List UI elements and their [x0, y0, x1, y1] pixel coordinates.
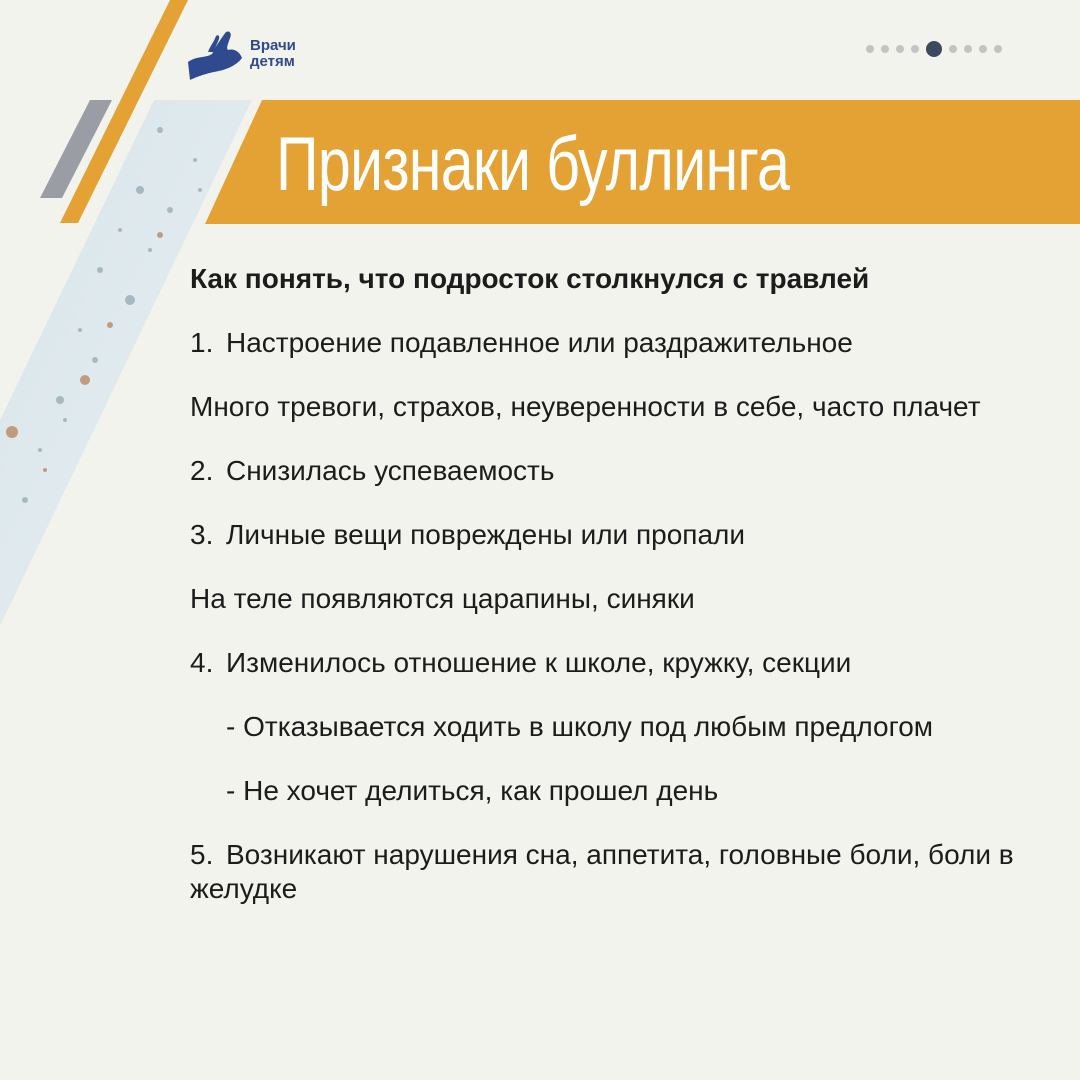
list-item: 5. Возникают нарушения сна, аппетита, головные боли, боли в желудке [190, 839, 1014, 904]
section-heading: Как понять, что подросток столкнулся с травлей [190, 263, 870, 294]
brand-logo [186, 26, 296, 82]
pagination-dot[interactable] [994, 45, 1002, 53]
page-title: Признаки буллинга [276, 121, 790, 207]
list-item: - Отказывается ходить в школу под любым предлогом [226, 711, 934, 742]
list-item: 4. Изменилось отношение к школе, кружку, секции [190, 647, 852, 678]
list-item: 1. Настроение подавленное или раздражительное [190, 327, 853, 358]
pagination-dot[interactable] [881, 45, 889, 53]
pagination-dot[interactable] [866, 45, 874, 53]
pagination-dot[interactable] [979, 45, 987, 53]
brand-line-1: Врачи [250, 37, 296, 54]
main-content [190, 262, 1020, 936]
pagination-dot-active[interactable] [926, 41, 942, 57]
list-item: Много тревоги, страхов, неуверенности в себе, часто плачет [190, 391, 981, 422]
list-item: 3. Личные вещи повреждены или пропали [190, 519, 745, 550]
slide-pagination [866, 41, 1009, 57]
hands-logo-icon [186, 26, 244, 82]
pagination-dot[interactable] [896, 45, 904, 53]
pagination-dot[interactable] [949, 45, 957, 53]
list-item: На теле появляются царапины, синяки [190, 583, 695, 614]
pagination-dot[interactable] [911, 45, 919, 53]
list-item: - Не хочет делиться, как прошел день [226, 775, 719, 806]
pagination-dot[interactable] [964, 45, 972, 53]
list-item: 2. Снизилась успеваемость [190, 455, 555, 486]
brand-line-2: детям [250, 53, 295, 70]
